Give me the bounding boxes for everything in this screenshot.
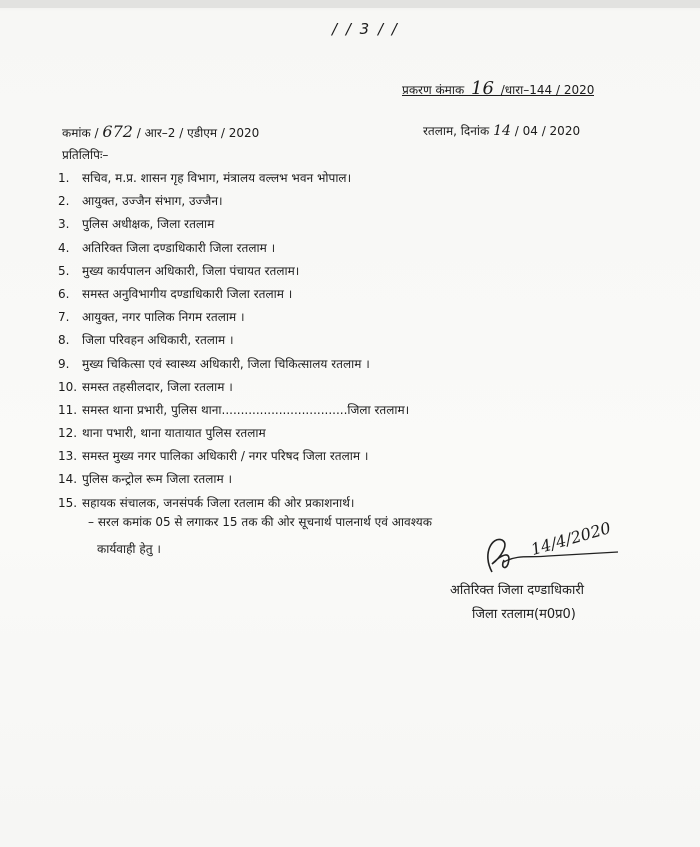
item-number: 13. [58,449,78,464]
list-item [58,423,409,446]
item-text: समस्त अनुविभागीय दण्डाधिकारी जिला रतलाम । [82,286,293,301]
list-item [58,469,409,492]
item-number: 15. [58,495,78,510]
item-number: 9. [58,356,70,371]
place-prefix: रतलाम, दिनांक [423,124,490,138]
case-prefix: प्रकरण कंमाक [402,83,465,97]
item-text: समस्त तहसीलदार, जिला रतलाम । [82,379,233,394]
memo-number-handwritten: 672 [102,122,133,141]
item-number: 2. [58,194,70,209]
list-item [58,238,409,261]
place-date [423,122,580,139]
note-line-2: कार्यवाही हेतु । [97,542,161,556]
item-text: सहायक संचालक, जनसंपर्क जिला रतलाम की ओर प्रकाशनार्थ। [82,495,355,510]
memo-prefix: कमांक / [62,126,99,140]
list-item [58,377,409,400]
list-item [58,446,409,469]
list-item [58,261,409,284]
date-suffix: / 04 / 2020 [514,124,581,138]
item-number: 3. [58,217,70,232]
item-number: 10. [58,379,78,394]
item-text: अतिरिक्त जिला दण्डाधिकारी जिला रतलाम । [82,240,276,255]
case-underline [402,95,594,96]
item-text: पुलिस कन्ट्रोल रूम जिला रतलाम । [82,472,232,487]
list-item [58,400,409,423]
signatory-designation: अतिरिक्त जिला दण्डाधिकारी [450,583,585,598]
item-number: 4. [58,240,70,255]
item-text: मुख्य कार्यपालन अधिकारी, जिला पंचायत रतलाम। [82,263,300,278]
case-number-handwritten: 16 [471,78,494,99]
date-day-handwritten: 14 [493,123,511,139]
list-item [58,168,409,191]
item-text: आयुक्त, नगर पालिक निगम रतलाम । [82,310,245,325]
item-number: 5. [58,263,70,278]
page-number: / / 3 / / [332,20,399,38]
item-number: 11. [58,402,78,417]
signatory-district: जिला रतलाम(म0प्र0) [472,607,576,622]
item-number: 1. [58,171,70,185]
scan-edge [0,0,700,8]
list-item [58,284,409,307]
item-text: थाना पभारी, थाना यातायात पुलिस रतलाम [82,426,266,441]
note-line-1: – सरल कमांक 05 से लगाकर 15 तक की ओर सूचनार्थ पालनार्थ एवं आवश्यक [88,515,432,529]
memo-reference [62,122,259,141]
item-number: 6. [58,286,70,301]
list-item [58,214,409,237]
item-text: मुख्य चिकित्सा एवं स्वास्थ्य अधिकारी, जिला चिकित्सालय रतलाम । [82,356,370,371]
item-text: जिला परिवहन अधिकारी, रतलाम । [82,333,234,348]
item-text: समस्त मुख्य नगर पालिका अधिकारी / नगर परिषद जिला रतलाम । [82,449,369,464]
item-number: 12. [58,426,78,441]
item-number: 7. [58,310,70,325]
list-item [58,191,409,214]
memo-suffix: / आर–2 / एडीएम / 2020 [136,126,260,140]
item-text: समस्त थाना प्रभारी, पुलिस थाना.................................जिला रतलाम। [82,402,410,417]
list-item [58,330,409,353]
item-text: आयुक्त, उज्जैन संभाग, उज्जैन। [82,194,223,209]
case-reference [402,78,594,99]
list-item [58,307,409,330]
item-number: 14. [58,472,78,487]
item-number: 8. [58,333,70,348]
signature-date: 14/4/2020 [528,518,613,559]
item-text: सचिव, म.प्र. शासन गृह विभाग, मंत्रालय वल्लभ भवन भोपाल। [82,171,352,185]
list-item [58,354,409,377]
item-text: पुलिस अधीक्षक, जिला रतलाम [82,217,215,232]
case-suffix: /धारा–144 / 2020 [500,83,595,97]
recipient-list [58,168,409,516]
copies-heading: प्रतिलिपिः– [62,148,109,162]
